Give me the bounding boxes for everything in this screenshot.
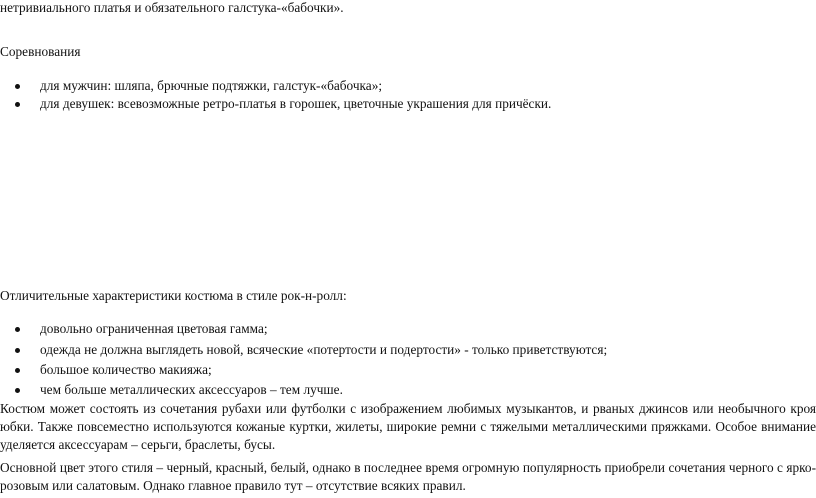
list-item-text: чем больше металлических аксессуаров – тем лучше.: [40, 382, 343, 397]
paragraph-line: уделяется аксессуарам – серьги, браслеты, бусы.: [0, 437, 276, 452]
color-paragraph: [0, 459, 816, 495]
bullet-icon: [15, 388, 20, 393]
bullet-icon: [15, 84, 20, 89]
features-heading: Отличительные характеристики костюма в стиле рок-н-ролл:: [0, 288, 347, 303]
list-item-text: для девушек: всевозможные ретро-платья в горошек, цветочные украшения для причёски.: [40, 96, 552, 111]
competitions-heading: Соревнования: [0, 44, 81, 59]
intro-fragment: нетривиального платья и обязательного галстука-«бабочки».: [0, 0, 344, 15]
paragraph-line: Костюм может состоять из сочетания рубахи или футболки с изображением любимых музыкантов, и рваных джинсов или необычного кроя: [0, 401, 816, 416]
paragraph-line: Основной цвет этого стиля – черный, красный, белый, однако в последнее время огромную популярность приобрели сочетания черного с ярко-: [0, 460, 816, 475]
bullet-icon: [15, 348, 20, 353]
bullet-icon: [15, 368, 20, 373]
costume-paragraph: [0, 400, 816, 454]
list-item-text: для мужчин: шляпа, брючные подтяжки, галстук-«бабочка»;: [40, 78, 383, 93]
paragraph-line: розовым или салатовым. Однако главное правило тут – отсутствие всяких правил.: [0, 478, 466, 493]
paragraph-line: юбки. Также повсеместно используются кожаные куртки, жилеты, широкие ремни с тяжелыми металлическими пряжками. Особое внимание: [0, 419, 816, 434]
bullet-icon: [15, 102, 20, 107]
list-item-text: одежда не должна выглядеть новой, всяческие «потертости и подертости» - только приветствуются;: [40, 342, 608, 357]
bullet-icon: [15, 327, 20, 332]
list-item-text: довольно ограниченная цветовая гамма;: [40, 321, 268, 336]
list-item-text: большое количество макияжа;: [40, 362, 212, 377]
